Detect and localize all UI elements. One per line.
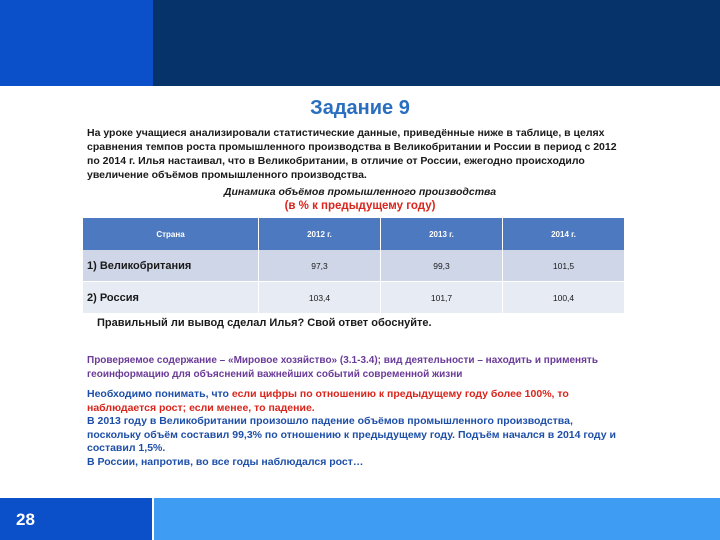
country-cell: 1) Великобритания <box>83 250 259 282</box>
answer-rule: если цифры по отношению к предыдущему году более 100%, то наблюдается рост; если менее, то падение. <box>87 388 569 414</box>
header-block-left <box>0 0 153 86</box>
header-block-right <box>153 0 720 86</box>
checked-content: Проверяемое содержание – «Мировое хозяйство» (3.1-3.4); вид деятельности – находить и применять геоинформацию для объяснений важнейших событий современной жизни <box>87 355 598 380</box>
table-subtitle: (в % к предыдущему году) <box>284 200 436 212</box>
answer-russia: В России, напротив, во все годы наблюдался рост… <box>87 455 364 468</box>
answer-intro: Необходимо понимать, что <box>87 388 232 400</box>
table-header-row <box>83 218 625 250</box>
table-title: Динамика объёмов промышленного производства <box>223 186 497 198</box>
answer-block <box>87 388 627 469</box>
value-cell: 103,4 <box>259 282 381 314</box>
value-cell: 99,3 <box>381 250 503 282</box>
slide-title: Задание 9 <box>310 97 410 119</box>
table-row <box>83 282 625 314</box>
column-header: Страна <box>83 218 259 250</box>
value-cell: 101,5 <box>503 250 625 282</box>
value-cell: 101,7 <box>381 282 503 314</box>
data-table <box>83 218 625 314</box>
column-header: 2013 г. <box>381 218 503 250</box>
page-number: 28 <box>16 510 35 529</box>
task-text: На уроке учащиеся анализировали статистические данные, приведённые ниже в таблице, в целях сравнения темпов роста промышленного производства в Великобритании и России в период с 2012 по 2014 г. Илья настаивал, что в Великобритании, в отличие от России, ежегодно происходило увеличение объёмов промышленного производства. <box>87 127 617 181</box>
country-cell: 2) Россия <box>83 282 259 314</box>
column-header: 2014 г. <box>503 218 625 250</box>
footer-block-right <box>154 498 720 540</box>
answer-uk: В 2013 году в Великобритании произошло падение объёмов промышленного производства, поскольку объём составил 99,3% по отношению к предыдущему году. Подъём начался в 2014 году и составил 1,5%. <box>87 415 616 454</box>
column-header: 2012 г. <box>259 218 381 250</box>
question-text: Правильный ли вывод сделал Илья? Свой ответ обоснуйте. <box>97 317 432 329</box>
value-cell: 97,3 <box>259 250 381 282</box>
value-cell: 100,4 <box>503 282 625 314</box>
table-row <box>83 250 625 282</box>
